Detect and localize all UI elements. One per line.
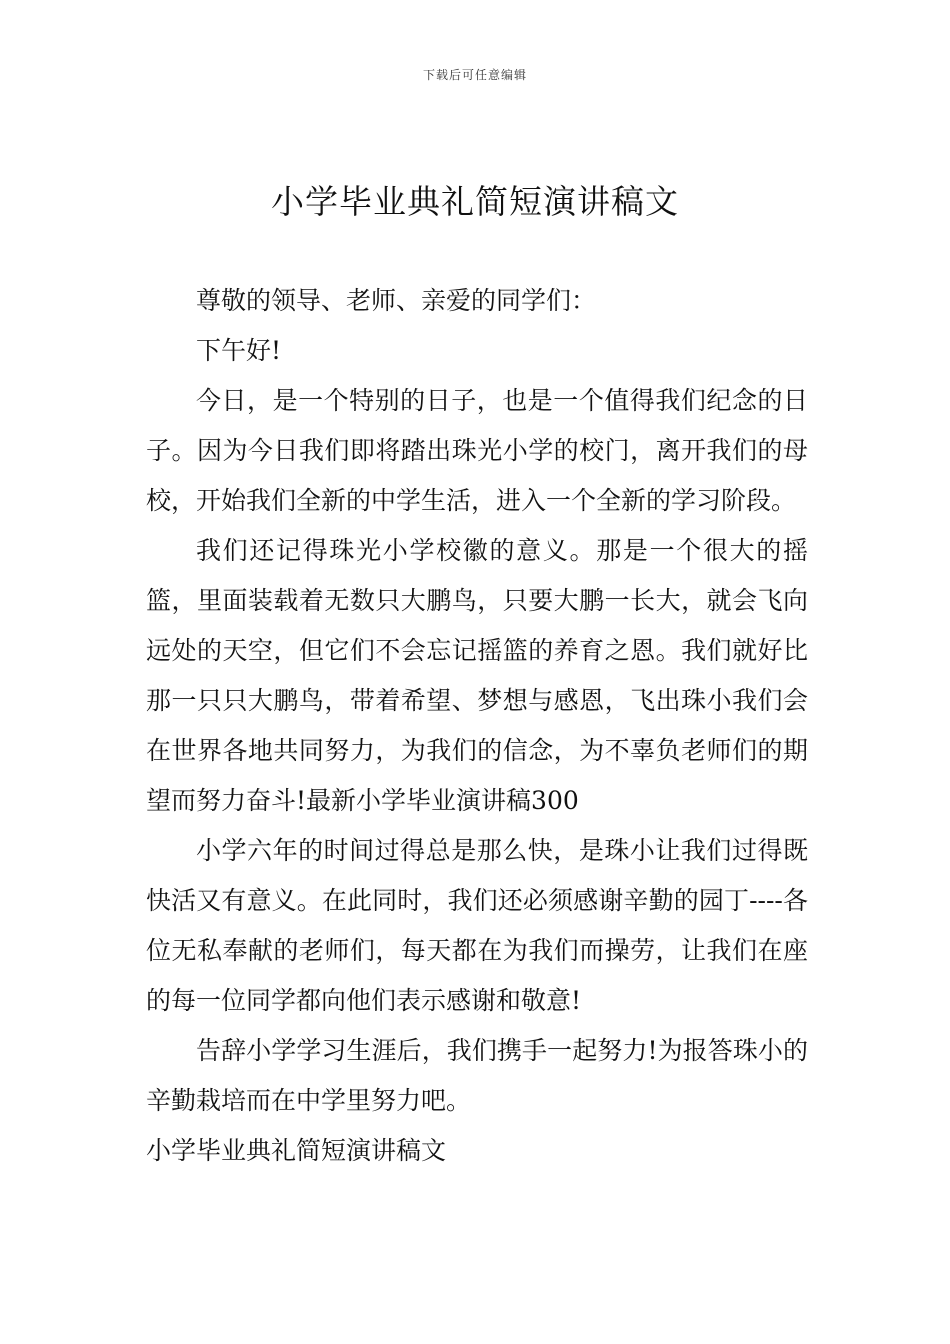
document-title: 小学毕业典礼简短演讲稿文 — [271, 182, 679, 221]
greeting: 下午好! — [196, 336, 282, 365]
paragraph-1: 今日，是一个特别的日子，也是一个值得我们纪念的日子。因为今日我们即将踏出珠光小学的校门，离开我们的母校，开始我们全新的中学生活，进入一个全新的学习阶段。 — [146, 386, 808, 515]
footer-line: 小学毕业典礼简短演讲稿文 — [146, 1136, 447, 1165]
salutation: 尊敬的领导、老师、亲爱的同学们： — [196, 286, 597, 315]
header-note: 下载后可任意编辑 — [422, 68, 527, 82]
paragraph-4: 告辞小学学习生涯后，我们携手一起努力!为报答珠小的辛勤栽培而在中学里努力吧。 — [146, 1036, 808, 1115]
paragraph-3: 小学六年的时间过得总是那么快，是珠小让我们过得既快活又有意义。在此同时，我们还必须感谢辛勤的园丁----各位无私奉献的老师们，每天都在为我们而操劳，让我们在座的每一位同学都向他们表示感谢和敬意! — [146, 836, 808, 1015]
paragraph-2: 我们还记得珠光小学校徽的意义。那是一个很大的摇篮，里面装载着无数只大鹏鸟，只要大鹏一长大，就会飞向远处的天空，但它们不会忘记摇篮的养育之恩。我们就好比那一只只大鹏鸟，带着希望、梦想与感恩，飞出珠小我们会在世界各地共同努力，为我们的信念，为不辜负老师们的期望而努力奋斗!最新小学毕业演讲稿300 — [146, 536, 808, 815]
document-body — [146, 276, 808, 1176]
